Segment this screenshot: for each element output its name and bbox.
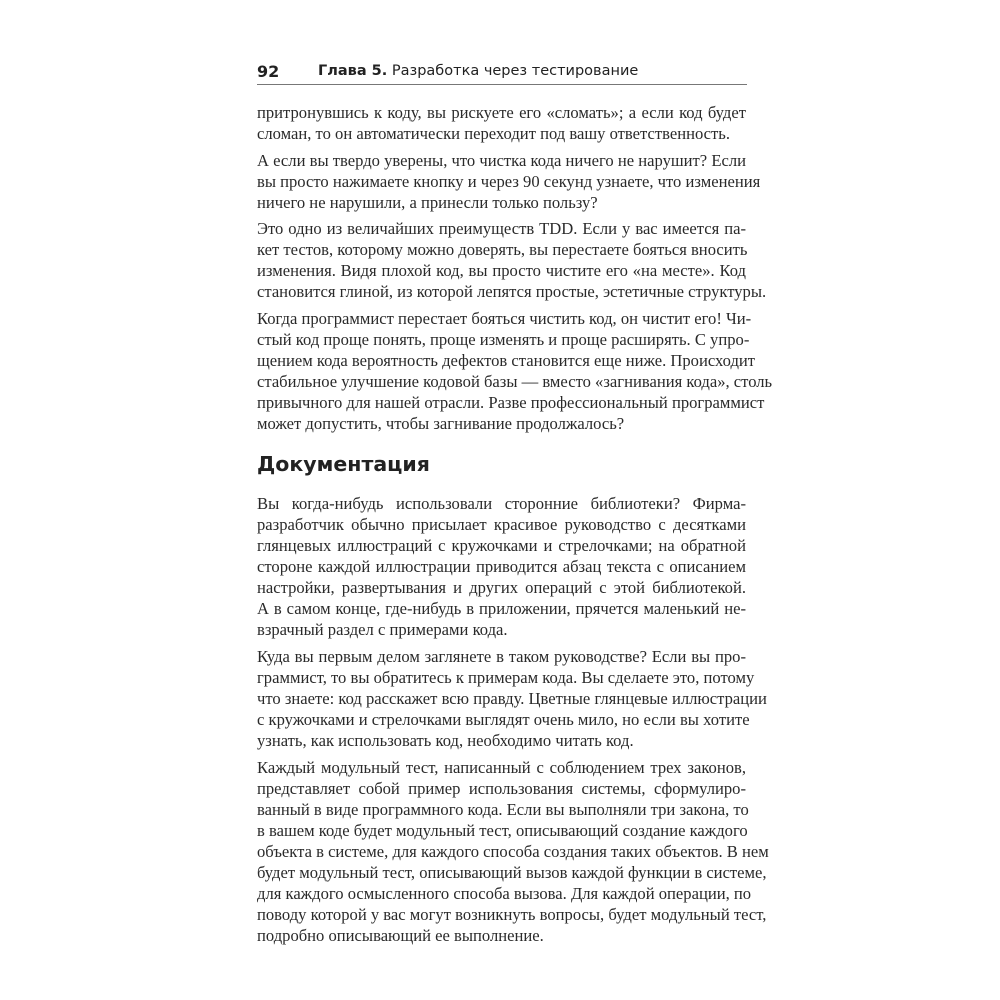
text-line: настройки, развертывания и других операций с этой библиотекой. — [257, 578, 746, 597]
text-line: сломан, то он автоматически переходит под вашу ответственность. — [257, 124, 730, 143]
text-line: поводу которой у вас могут возникнуть вопросы, будет модульный тест, — [257, 905, 767, 924]
chapter-name: Разработка через тестирование — [391, 63, 639, 79]
text-line: в вашем коде будет модульный тест, описывающий создание каждого — [257, 821, 748, 840]
text-line: для каждого осмысленного способа вызова. Для каждой операции, по — [257, 884, 752, 903]
text-line: будет модульный тест, описывающий вызов каждой функции в системе, — [257, 863, 767, 882]
paragraph — [257, 102, 746, 144]
text-line: становится глиной, из которой лепятся простые, эстетичные структуры. — [257, 282, 767, 301]
chapter-prefix: Глава 5. — [318, 63, 388, 79]
text-line: изменения. Видя плохой код, вы просто чистите его «на месте». Код — [257, 261, 746, 280]
text-line: Вы когда-нибудь использовали сторонние библиотеки? Фирма- — [257, 494, 746, 513]
text-line: ничего не нарушили, а принесли только пользу? — [257, 193, 598, 212]
text-line: узнать, как использовать код, необходимо читать код. — [257, 731, 634, 750]
text-line: разработчик обычно присылает красивое руководство с десятками — [257, 515, 746, 534]
running-header — [257, 60, 747, 85]
text-line: Каждый модульный тест, написанный с соблюдением трех законов, — [257, 758, 746, 777]
text-line: граммист, то вы обратитесь к примерам кода. Вы сделаете это, потому — [257, 668, 755, 687]
text-line: с кружочками и стрелочками выглядят очень мило, но если вы хотите — [257, 710, 750, 729]
text-line: кет тестов, которому можно доверять, вы перестаете бояться вносить — [257, 240, 748, 259]
text-line: щением кода вероятность дефектов становится еще ниже. Происходит — [257, 351, 756, 370]
text-line: представляет собой пример использования системы, сформулиро- — [257, 779, 746, 798]
text-line: А если вы твердо уверены, что чистка кода ничего не нарушит? Если — [257, 151, 746, 170]
paragraph — [257, 150, 761, 213]
text-line: стороне каждой иллюстрации приводится абзац текста с описанием — [257, 557, 746, 576]
section-heading: Документация — [257, 452, 430, 476]
chapter-title — [318, 63, 638, 79]
text-line: Это одно из величайших преимуществ TDD. Если у вас имеется па- — [257, 219, 746, 238]
text-line: Куда вы первым делом заглянете в таком руководстве? Если вы про- — [257, 647, 746, 666]
text-line: притронувшись к коду, вы рискуете его «сломать»; а если код будет — [257, 103, 746, 122]
text-line: вы просто нажимаете кнопку и через 90 секунд узнаете, что изменения — [257, 172, 761, 191]
text-line: А в самом конце, где-нибудь в приложении, прячется маленький не- — [257, 599, 746, 618]
text-line: стабильное улучшение кодовой базы — вместо «загнивания кода», столь — [257, 372, 773, 391]
text-line: что знаете: код расскажет всю правду. Цветные глянцевые иллюстрации — [257, 689, 767, 708]
paragraph — [257, 218, 767, 302]
page-number: 92 — [257, 62, 280, 81]
text-line: может допустить, чтобы загнивание продолжалось? — [257, 414, 625, 433]
text-line: стый код проще понять, проще изменять и проще расширять. С упро- — [257, 330, 750, 349]
paragraph — [257, 757, 769, 946]
paragraph — [257, 493, 746, 640]
text-line: взрачный раздел с примерами кода. — [257, 620, 508, 639]
text-line: глянцевых иллюстраций с кружочками и стрелочками; на обратной — [257, 536, 746, 555]
text-line: Когда программист перестает бояться чистить код, он чистит его! Чи- — [257, 309, 752, 328]
text-line: ванный в виде программного кода. Если вы выполняли три закона, то — [257, 800, 749, 819]
text-line: привычного для нашей отрасли. Разве профессиональный программист — [257, 393, 765, 412]
text-line: объекта в системе, для каждого способа создания таких объектов. В нем — [257, 842, 769, 861]
paragraph — [257, 646, 767, 751]
paragraph — [257, 308, 773, 434]
text-line: подробно описывающий ее выполнение. — [257, 926, 544, 945]
